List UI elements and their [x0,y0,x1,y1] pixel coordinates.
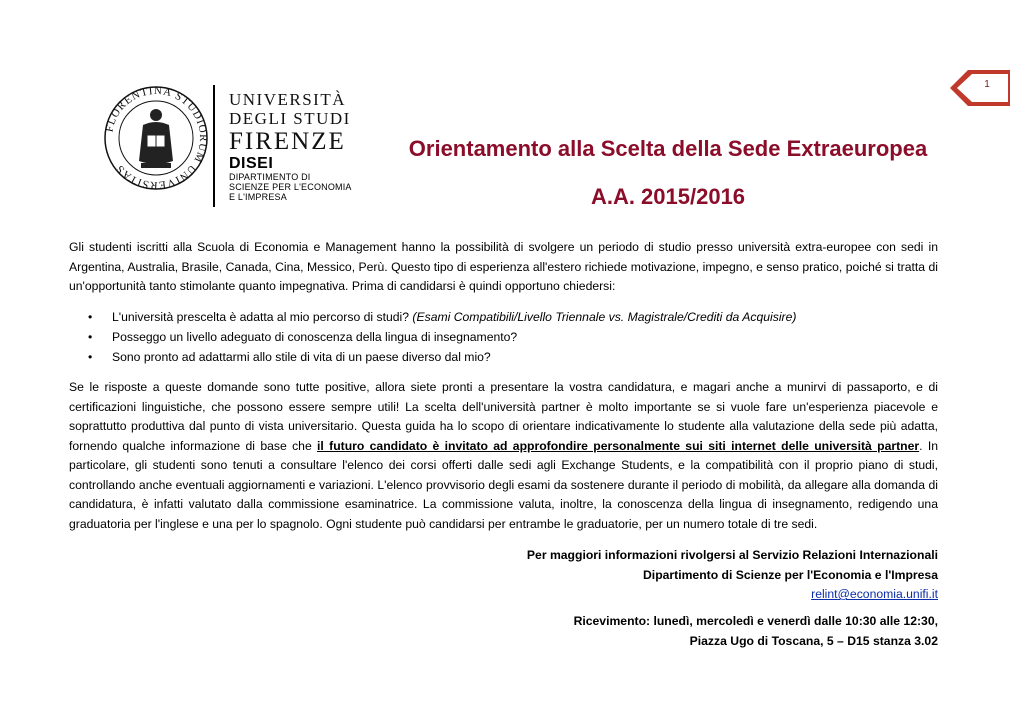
academic-year: A.A. 2015/2016 [590,184,746,209]
university-seal-logo [103,85,209,191]
page-number: 1 [984,79,990,90]
university-line-2: DEGLI STUDI [229,109,351,128]
question-text: Posseggo un livello adeguato di conoscenza della lingua di insegnamento? [112,330,518,344]
question-note: (Esami Compatibili/Livello Triennale vs. Magistrale/Crediti da Acquisire) [412,310,797,324]
contact-line-1: Per maggiori informazioni rivolgersi al Servizio Relazioni Internazionali [526,548,938,562]
guidance-text-after: . In particolare, gli studenti sono tenuti a consultare l'elenco dei corsi offerti dalle sedi agli Exchange Students, e la compatibilità con il proprio piano di studi, controllando anche eventuali aggiornamenti e variazioni. L'elenco provvisorio degli esami da sostenere durante il periodo di mobilità, da allegare alla domanda di candidatura, è infatti valutato dalla commissione esaminatrice. La commissione valuta, inoltre, la conoscenza della lingua di insegnamento, redigendo una graduatoria per l'inglese e una per lo spagnolo. Ogni studente può candidarsi per entrambe le graduatorie, per un numero totale di tre sedi. [69,438,938,531]
question-text: L'università prescelta è adatta al mio percorso di studi? [112,310,413,324]
document-title: Orientamento alla Scelta della Sede Extraeuropea [408,136,928,161]
department-acronym: DISEI [229,155,274,172]
question-text: Sono pronto ad adattarmi allo stile di vita di un paese diverso dal mio? [112,350,491,364]
department-line-2: SCIENZE PER L'ECONOMIA [229,182,352,192]
guidance-paragraph [69,378,938,534]
list-item [88,327,938,347]
svg-text:FLORENTINA STUDIORUM UNIVERSIT: FLORENTINA STUDIORUM UNIVERSITAS [103,85,209,191]
office-hours-block [574,612,938,651]
contact-block [527,546,938,605]
email-link[interactable]: relint@economia.unifi.it [811,587,938,601]
office-address: Piazza Ugo di Toscana, 5 – D15 stanza 3.02 [689,633,938,648]
university-line-1: UNIVERSITÀ [229,90,346,109]
contact-line-2: Dipartimento di Scienze per l'Economia e l'Impresa [643,567,938,582]
department-logo [229,156,352,202]
list-item [88,347,938,367]
intro-paragraph: Gli studenti iscritti alla Scuola di Economia e Management hanno la possibilità di svolgere un periodo di studio presso università extra-europee con sedi in Argentina, Australia, Brasile, Canada, Cina, Messico, Perù. Questo tipo di esperienza all'estero richiede motivazione, impegno, e senso pratico, poiché si tratta di un'opportunità tanto stimolante quanto impegnativa. Prima di candidarsi è quindi opportuno chiedersi: [69,240,938,293]
university-name [229,90,351,156]
logo-divider [213,85,215,207]
questions-list [88,307,938,367]
guidance-emphasis: il futuro candidato è invitato ad approfondire personalmente sui siti internet delle università partner [317,438,920,453]
list-item [88,307,938,327]
department-line-3: E L'IMPRESA [229,192,287,202]
guidance-text-before: Se le risposte a queste domande sono tutte positive, allora siete pronti a presentare la vostra candidatura, e magari anche a munirvi di passaporto, e di certificazioni linguistiche, che possono essere sempre utili! La scelta dell'università partner è molto importante se si vuole fare un'esperienza piacevole e soprattutto produttiva dal punto di vista universitario. Questa guida ha lo scopo di orientare indicativamente lo studente alla valutazione della sede più adatta, fornendo qualche informazione di base che [69,380,938,453]
department-line-1: DIPARTIMENTO DI [229,172,311,182]
office-hours: Ricevimento: lunedì, mercoledì e venerdì dalle 10:30 alle 12:30, [573,614,938,628]
university-line-3: FIRENZE [229,128,346,155]
